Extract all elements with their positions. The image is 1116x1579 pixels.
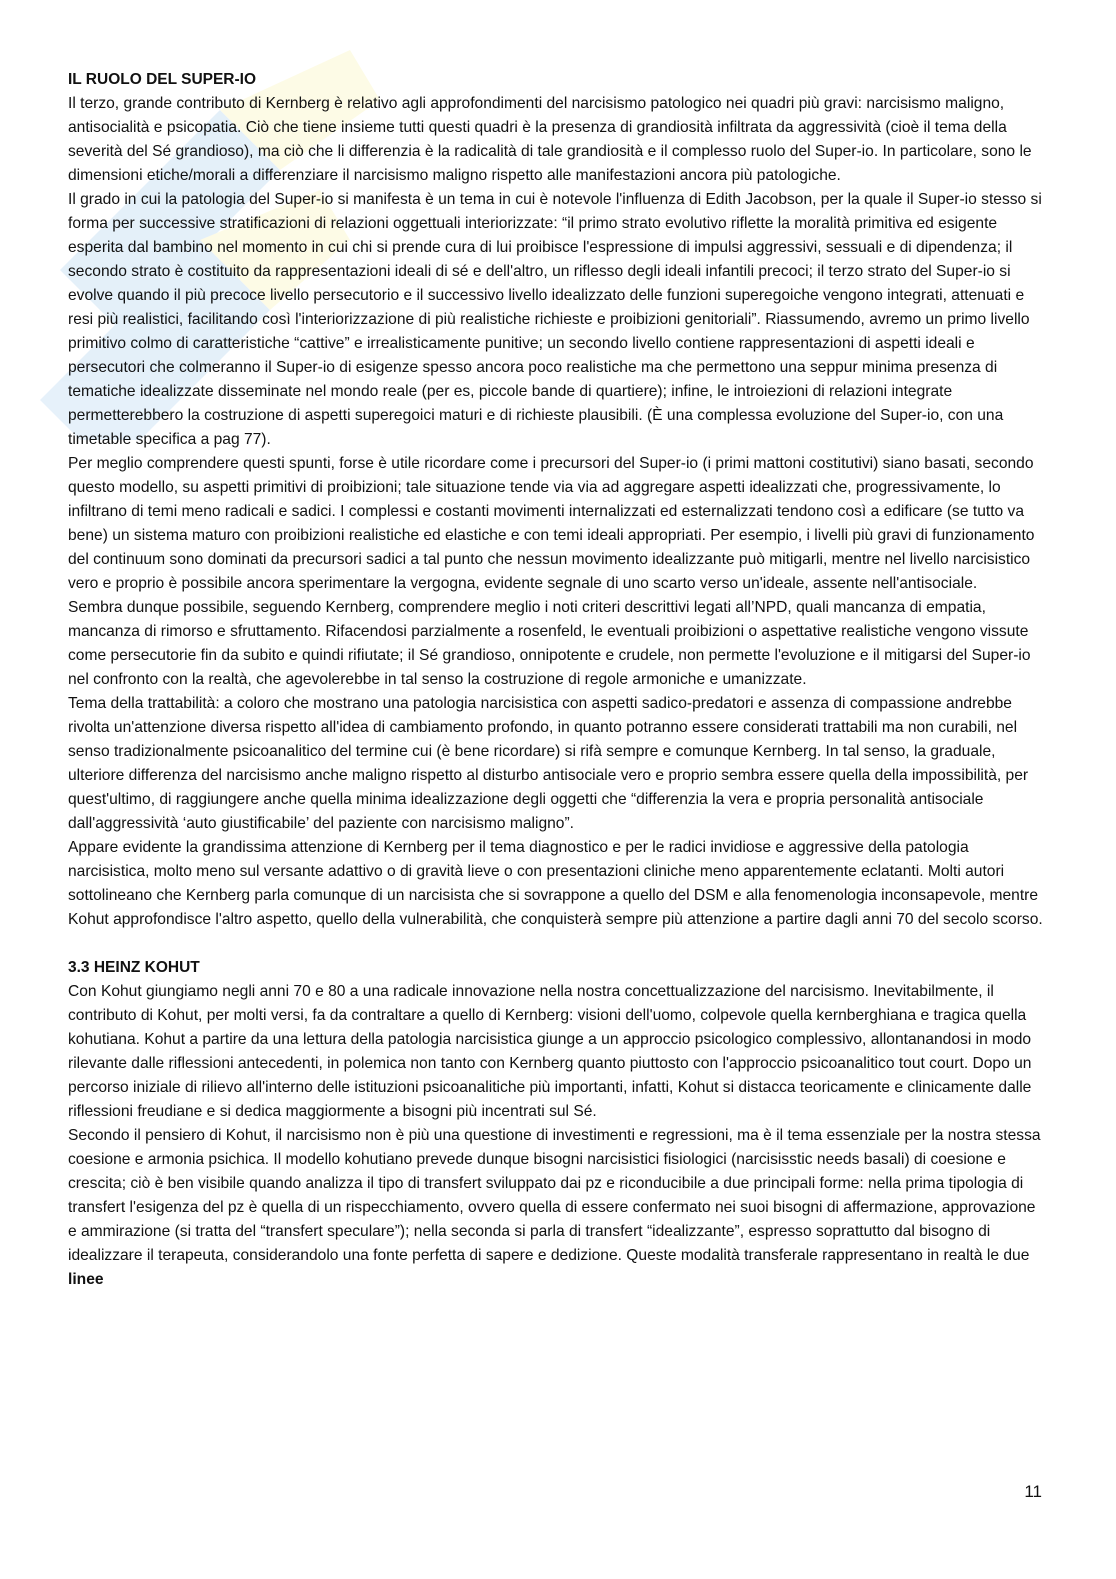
bold-term: linee bbox=[68, 1271, 104, 1288]
paragraph: Sembra dunque possibile, seguendo Kernberg, comprendere meglio i noti criteri descrittivi legati all’NPD, quali mancanza di empatia, mancanza di rimorso e sfruttamento. Rifacendosi parzialmente a rosenfeld, le eventuali proibizioni o aspettative realistiche vengono vissute come persecutorie fin da subito e quindi rifiutate; il Sé grandioso, onnipotente e crudele, non permette l'evoluzione e il mitigarsi del Super-io nel confronto con la realtà, che agevolerebbe in tal senso la costruzione di regole armoniche e umanizzate. bbox=[68, 599, 1031, 688]
paragraph: Con Kohut giungiamo negli anni 70 e 80 a una radicale innovazione nella nostra concettualizzazione del narcisismo. Inevitabilmente, il contributo di Kohut, per molti versi, fa da contraltare a quello di Kernberg: visioni dell'uomo, colpevole quella kernberghiana e tragica quella kohutiana. Kohut a partire da una lettura della patologia narcisistica giunge a un approccio psicologico complessivo, allontanandosi in modo rilevante dalle riflessioni antecedenti, in polemica non tanto con Kernberg quanto piuttosto con l'approccio psicoanalitico tout court. Dopo un percorso iniziale di rilievo all'interno delle istituzioni psicoanalitiche più importanti, infatti, Kohut si distacca teoricamente e clinicamente dalle riflessioni freudiane e si dedica maggiormente a bisogni più incentrati sul Sé. bbox=[68, 983, 1032, 1120]
paragraph: Il grado in cui la patologia del Super-io si manifesta è un tema in cui è notevole l'influenza di Edith Jacobson, per la quale il Super-io stesso si forma per successive stratificazioni di relazioni oggettuali interiorizzate: “il primo strato evolutivo riflette la moralità primitiva ed esigente esperita dal bambino nel momento in cui chi si prende cura di lui proibisce l'espressione di impulsi aggressivi, sessuali e di dipendenza; il secondo strato è costituito da rappresentazioni ideali di sé e dell'altro, un riflesso degli ideali infantili precoci; il terzo strato del Super-io si evolve quando il più precoce livello persecutorio e il successivo livello idealizzato delle funzioni superegoiche vengono integrati, attenuati e resi più realistici, facilitando così l'interiorizzazione di più realistiche richieste e proibizioni genitoriali”. Riassumendo, avremo un primo livello primitivo colmo di caratteristiche “cattive” e irrealisticamente punitive; un secondo livello contiene rappresentazioni di aspetti ideali e persecutori che colmeranno il Super-io di esigenze spesso ancora poco realistiche ma che permettono una seppur minima presenza di tematiche idealizzate disseminate nel mondo reale (per es, piccole bande di quartiere); infine, le introiezioni di relazioni integrate permetterebbero la costruzione di aspetti superegoici maturi e di richieste plausibili. (È una complessa evoluzione del Super-io, con una timetable specifica a pag 77). bbox=[68, 191, 1042, 448]
paragraph-last bbox=[68, 1124, 1048, 1292]
paragraph: Il terzo, grande contributo di Kernberg è relativo agli approfondimenti del narcisismo patologico nei quadri più gravi: narcisismo maligno, antisocialità e psicopatia. Ciò che tiene insieme tutti questi quadri è la presenza di grandiosità infiltrata da aggressività (cioè il tema della severità del Sé grandioso), ma ciò che li differenzia è la radicalità di tale grandiosità e il complesso ruolo del Super-io. In particolare, sono le dimensioni etiche/morali a differenziare il narcisismo maligno rispetto alle manifestazioni ancora più patologiche. bbox=[68, 95, 1032, 184]
paragraph-last-text: Secondo il pensiero di Kohut, il narcisismo non è più una questione di investimenti e regressioni, ma è il tema essenziale per la nostra stessa coesione e armonia psichica. Il modello kohutiano prevede dunque bisogni narcisistici fisiologici (narcisisstic needs basali) di coesione e crescita; ciò è ben visibile quando analizza il tipo di transfert sviluppato dai pz e riconducibile a due principali forme: nella prima tipologia di transfert l'esigenza del pz è quella di un rispecchiamento, ovvero quella di essere confermato nei suoi bisogni di affermazione, approvazione e ammirazione (si tratta del “transfert speculare”); nella seconda si parla di transfert “idealizzante”, espresso soprattutto dal bisogno di idealizzare il terapeuta, considerandolo una fonte perfetta di sapere e dedizione. Queste modalità transferale rappresentano in realtà le due bbox=[68, 1127, 1041, 1264]
section-spacer bbox=[68, 932, 1048, 956]
document-page bbox=[68, 68, 1048, 1292]
section-heading-super-io: IL RUOLO DEL SUPER-IO bbox=[68, 71, 257, 88]
page-number: 11 bbox=[1024, 1482, 1042, 1501]
section-heading-kohut: 3.3 HEINZ KOHUT bbox=[68, 959, 200, 976]
paragraph: Tema della trattabilità: a coloro che mostrano una patologia narcisistica con aspetti sadico-predatori e assenza di compassione andrebbe rivolta un'attenzione diversa rispetto all'idea di cambiamento profondo, in quanto potranno essere considerati trattabili ma non curabili, nel senso tradizionalmente psicoanalitico del termine cui (è bene ricordare) si rifà sempre e comunque Kernberg. In tal senso, la graduale, ulteriore differenza del narcisismo anche maligno rispetto al disturbo antisociale vero e proprio sembra essere quella della impossibilità, per quest'ultimo, di raggiungere anche quella minima idealizzazione degli oggetti che “differenzia la vera e propria personalità antisociale dall'aggressività ‘auto giustificabile’ del paziente con narcisismo maligno”. bbox=[68, 695, 1029, 832]
paragraph: Appare evidente la grandissima attenzione di Kernberg per il tema diagnostico e per le radici invidiose e aggressive della patologia narcisistica, molto meno sul versante adattivo o di gravità lieve o con presentazioni cliniche meno apparentemente eclatanti. Molti autori sottolineano che Kernberg parla comunque di un narcisista che si sovrappone a quello del DSM e alla fenomenologia inconsapevole, mentre Kohut approfondisce l'altro aspetto, quello della vulnerabilità, che conquisterà sempre più attenzione a partire dagli anni 70 del secolo scorso. bbox=[68, 839, 1043, 928]
paragraph: Per meglio comprendere questi spunti, forse è utile ricordare come i precursori del Super-io (i primi mattoni costitutivi) siano basati, secondo questo modello, su aspetti primitivi di proibizioni; tale situazione tende via via ad aggregare aspetti idealizzati che, progressivamente, lo infiltrano di temi meno radicali e sadici. I complessi e costanti movimenti internalizzati ed esternalizzati tendono così a edificare (se tutto va bene) un sistema maturo con proibizioni realistiche ed elastiche e con temi ideali appropriati. Per esempio, i livelli più gravi di funzionamento del continuum sono dominati da precursori sadici a tal punto che nessun movimento idealizzante può mitigarli, mentre nel livello narcisistico vero e proprio è possibile ancora sperimentare la vergogna, evidente segnale di uno scarto verso un'ideale, assente nell'antisociale. bbox=[68, 455, 1035, 592]
